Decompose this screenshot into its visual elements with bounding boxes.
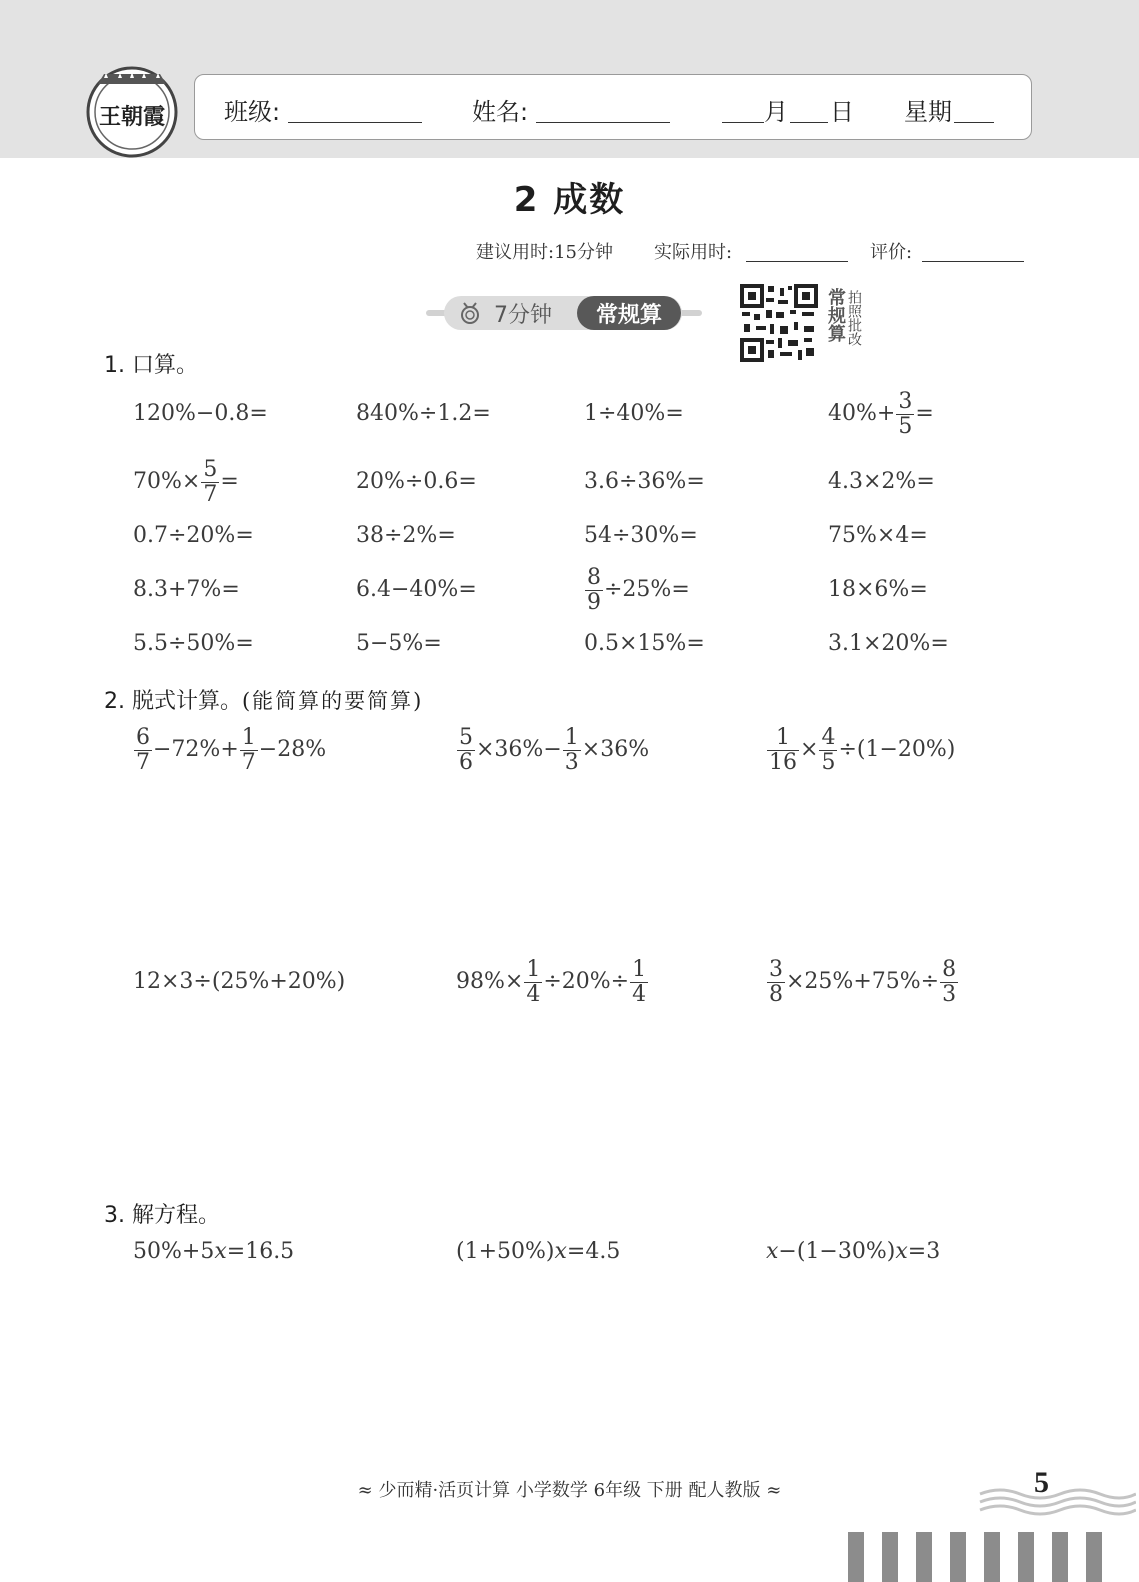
- oral-calc-item: 0.7÷20%=: [133, 523, 254, 548]
- logo-text: 王朝霞: [98, 104, 165, 130]
- badge-name: 常规算: [595, 303, 662, 328]
- actual-time-field[interactable]: [746, 261, 848, 262]
- day-field[interactable]: [790, 122, 828, 123]
- equation-problem: x −(1−30%) x =3: [766, 1239, 941, 1264]
- oral-calc-item: 4.3×2%=: [828, 469, 935, 494]
- oral-calc-item: 20%÷0.6=: [356, 469, 477, 494]
- section-1-heading: 1. 口算。: [104, 353, 198, 378]
- fraction: $\frac{4}{5}$: [821, 725, 836, 775]
- fraction: $\frac{3}{5}$: [898, 389, 913, 439]
- edge-stripe: [916, 1532, 932, 1582]
- fraction: $\frac{8}{9}$: [587, 565, 601, 615]
- oral-calc-item: 120%−0.8=: [133, 401, 268, 426]
- edge-stripe: [882, 1532, 898, 1582]
- badge-time: 7分钟: [494, 303, 552, 328]
- fraction: $\frac{8}{3}$: [942, 957, 957, 1007]
- fraction: $\frac{1}{4}$: [632, 957, 647, 1007]
- section-2-title: 2. 脱式计算。: [104, 689, 242, 714]
- publisher-logo: [84, 56, 180, 160]
- oral-calc-item: 70%× $\frac{5}{7}$ =: [133, 457, 239, 507]
- oral-calc-item: 6.4−40%=: [356, 577, 477, 602]
- qr-caption-photo: 拍照批改: [846, 290, 862, 346]
- name-label: 姓名:: [472, 98, 529, 126]
- medal-icon: [458, 301, 482, 329]
- suggested-time: 建议用时:15分钟: [476, 242, 613, 263]
- fraction: $\frac{1}{4}$: [526, 957, 541, 1007]
- step-calc-problem: $\frac{5}{6}$ ×36%− $\frac{1}{3}$ ×36%: [459, 725, 650, 775]
- footer-series-text: ≈ 少而精·活页计算 小学数学 6年级 下册 配人教版 ≈: [357, 1480, 782, 1501]
- step-calc-problem: 98%× $\frac{1}{4}$ ÷20%÷ $\frac{1}{4}$: [456, 957, 647, 1007]
- variable-x: x: [766, 1239, 779, 1264]
- oral-calc-item: 40%+ $\frac{3}{5}$ =: [828, 389, 934, 439]
- class-label: 班级:: [224, 98, 281, 126]
- step-calc-problem: $\frac{1}{16}$ × $\frac{4}{5}$ ÷(1−20%): [769, 725, 956, 775]
- oral-calc-item: 18×6%=: [828, 577, 928, 602]
- equation-problem: 50%+5 x =16.5: [133, 1239, 295, 1264]
- edge-stripe: [984, 1532, 1000, 1582]
- oral-calc-item: 75%×4=: [828, 523, 928, 548]
- name-field[interactable]: [536, 122, 670, 123]
- weekday-label: 星期: [904, 98, 952, 126]
- fraction: $\frac{6}{7}$: [136, 725, 150, 775]
- oral-calc-item: 38÷2%=: [356, 523, 456, 548]
- rating-field[interactable]: [922, 261, 1024, 262]
- weekday-field[interactable]: [954, 122, 994, 123]
- edge-stripe: [1052, 1532, 1068, 1582]
- oral-calc-item: 5−5%=: [356, 631, 442, 656]
- step-calc-problem: $\frac{6}{7}$ −72%+ $\frac{1}{7}$ −28%: [136, 725, 327, 775]
- oral-calc-item: 840%÷1.2=: [356, 401, 491, 426]
- variable-x: x: [214, 1239, 227, 1264]
- step-calc-problem: $\frac{3}{8}$ ×25%+75%÷ $\frac{8}{3}$: [769, 957, 957, 1007]
- section-2-note: (能简算的要简算): [241, 689, 424, 713]
- month-label: 月: [764, 98, 788, 126]
- fraction: $\frac{1}{3}$: [564, 725, 579, 775]
- oral-calc-item: 3.1×20%=: [828, 631, 949, 656]
- day-label: 日: [830, 98, 854, 126]
- fraction: $\frac{5}{6}$: [459, 725, 473, 775]
- actual-time-label: 实际用时:: [654, 242, 733, 263]
- section-2-heading: [104, 684, 423, 715]
- oral-calc-item: $\frac{8}{9}$ ÷25%=: [587, 565, 690, 615]
- wave-decoration: [976, 1484, 1136, 1522]
- qr-code-icon[interactable]: [740, 284, 818, 362]
- edge-stripe: [848, 1532, 864, 1582]
- variable-x: x: [554, 1239, 567, 1264]
- edge-stripe: [1018, 1532, 1034, 1582]
- fraction: $\frac{3}{8}$: [769, 957, 783, 1007]
- oral-calc-item: 3.6÷36%=: [584, 469, 705, 494]
- fraction: $\frac{1}{7}$: [241, 725, 256, 775]
- month-field[interactable]: [722, 122, 764, 123]
- class-field[interactable]: [288, 122, 422, 123]
- oral-calc-item: 8.3+7%=: [133, 577, 240, 602]
- edge-stripe: [1086, 1532, 1102, 1582]
- edge-stripe: [950, 1532, 966, 1582]
- page-title: 2 成数: [513, 180, 626, 220]
- step-calc-problem: 12×3÷(25%+20%): [133, 969, 346, 994]
- rating-label: 评价:: [870, 242, 913, 263]
- fraction: $\frac{1}{16}$: [769, 725, 797, 775]
- fraction: $\frac{5}{7}$: [203, 457, 218, 507]
- oral-calc-item: 5.5÷50%=: [133, 631, 254, 656]
- qr-caption-practice: 常规算: [825, 288, 846, 342]
- oral-calc-item: 0.5×15%=: [584, 631, 705, 656]
- oral-calc-item: 1÷40%=: [584, 401, 684, 426]
- section-3-heading: 3. 解方程。: [104, 1203, 220, 1228]
- variable-x: x: [895, 1239, 908, 1264]
- page-number: 5: [1034, 1466, 1049, 1499]
- equation-problem: (1+50%) x =4.5: [456, 1239, 621, 1264]
- oral-calc-item: 54÷30%=: [584, 523, 698, 548]
